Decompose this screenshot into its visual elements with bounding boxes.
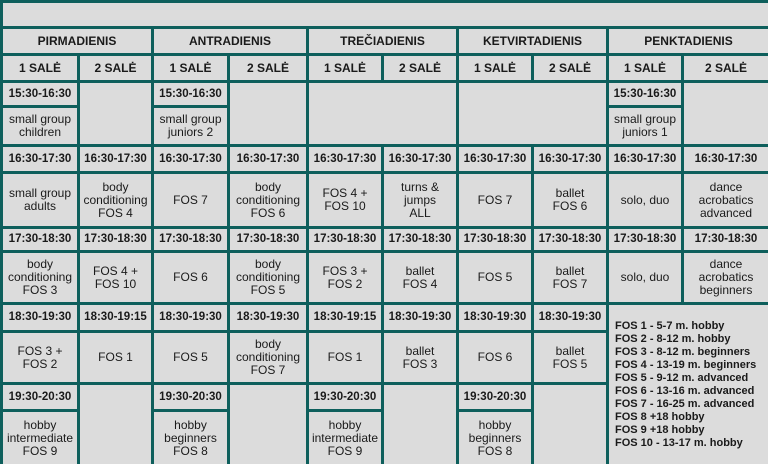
class-cell: solo, duo [609,174,681,226]
day-header: PENKTADIENIS [609,29,768,53]
time-slot: 19:30-20:30 [309,385,381,409]
hall-header: 1 SALĖ [154,56,227,80]
legend-item: FOS 10 - 13-17 m. hobby [615,436,743,449]
class-cell: FOS 7 [459,174,531,226]
time-slot: 18:30-19:30 [384,305,456,330]
class-cell: FOS 1 [80,333,151,382]
class-cell: FOS 5 [459,253,531,302]
time-slot: 17:30-18:30 [459,229,531,250]
time-slot: 17:30-18:30 [384,229,456,250]
legend-item: FOS 9 +18 hobby [615,423,705,436]
time-slot: 16:30-17:30 [309,147,381,171]
time-slot: 18:30-19:30 [3,305,77,330]
class-cell: dance acrobatics beginners [684,253,768,302]
time-slot: 15:30-16:30 [154,83,227,105]
hall-header: 1 SALĖ [609,56,681,80]
time-slot: 19:30-20:30 [3,385,77,409]
time-slot: 16:30-17:30 [230,147,306,171]
legend-item: FOS 1 - 5-7 m. hobby [615,319,725,332]
hall-header: 2 SALĖ [80,56,151,80]
time-slot: 16:30-17:30 [80,147,151,171]
class-cell: ballet FOS 5 [534,333,606,382]
time-slot: 16:30-17:30 [684,147,768,171]
class-cell: ballet FOS 6 [534,174,606,226]
time-slot: 17:30-18:30 [230,229,306,250]
empty-cell [384,385,456,464]
time-slot: 16:30-17:30 [3,147,77,171]
time-slot: 17:30-18:30 [609,229,681,250]
class-cell: small group juniors 2 [154,108,227,144]
legend-item: FOS 4 - 13-19 m. beginners [615,358,757,371]
empty-cell [80,385,151,464]
class-cell: FOS 6 [459,333,531,382]
class-cell: FOS 5 [154,333,227,382]
hall-header: 2 SALĖ [684,56,768,80]
time-slot: 17:30-18:30 [154,229,227,250]
class-cell: FOS 3 + FOS 2 [3,333,77,382]
time-slot: 16:30-17:30 [154,147,227,171]
time-slot: 17:30-18:30 [309,229,381,250]
empty-cell [684,83,768,144]
class-cell: hobby intermediate FOS 9 [3,412,77,464]
day-header: TREČIADIENIS [309,29,456,53]
legend-item: FOS 7 - 16-25 m. advanced [615,397,755,410]
class-cell: hobby beginners FOS 8 [154,412,227,464]
class-cell: body conditioning FOS 7 [230,333,306,382]
time-slot: 17:30-18:30 [80,229,151,250]
empty-cell [534,385,606,464]
empty-cell [230,385,306,464]
class-cell: body conditioning FOS 5 [230,253,306,302]
class-cell: ballet FOS 7 [534,253,606,302]
time-slot: 18:30-19:30 [154,305,227,330]
class-cell: turns & jumps ALL [384,174,456,226]
fos-legend [609,305,768,464]
time-slot: 17:30-18:30 [3,229,77,250]
class-cell: FOS 4 + FOS 10 [80,253,151,302]
time-slot: 18:30-19:30 [230,305,306,330]
class-cell: body conditioning FOS 3 [3,253,77,302]
class-cell: FOS 7 [154,174,227,226]
time-slot: 16:30-17:30 [384,147,456,171]
class-cell: small group juniors 1 [609,108,681,144]
class-cell: FOS 3 + FOS 2 [309,253,381,302]
time-slot: 18:30-19:30 [459,305,531,330]
time-slot: 18:30-19:30 [534,305,606,330]
class-cell: FOS 1 [309,333,381,382]
time-slot: 15:30-16:30 [609,83,681,105]
legend-item: FOS 6 - 13-16 m. advanced [615,384,755,397]
fos-legend-list [615,320,756,450]
day-header: PIRMADIENIS [3,29,151,53]
class-cell: FOS 6 [154,253,227,302]
hall-header: 1 SALĖ [309,56,381,80]
time-slot: 16:30-17:30 [534,147,606,171]
time-slot: 18:30-19:15 [80,305,151,330]
empty-cell [230,83,306,144]
class-cell: dance acrobatics advanced [684,174,768,226]
hall-header: 2 SALĖ [384,56,456,80]
time-slot: 17:30-18:30 [534,229,606,250]
class-cell: ballet FOS 3 [384,333,456,382]
title-bar [3,3,768,26]
class-cell: FOS 4 + FOS 10 [309,174,381,226]
time-slot: 18:30-19:15 [309,305,381,330]
class-cell: small group adults [3,174,77,226]
legend-item: FOS 2 - 8-12 m. hobby [615,332,731,345]
class-cell: body conditioning FOS 4 [80,174,151,226]
time-slot: 19:30-20:30 [154,385,227,409]
time-slot: 17:30-18:30 [684,229,768,250]
legend-item: FOS 5 - 9-12 m. advanced [615,371,749,384]
legend-item: FOS 3 - 8-12 m. beginners [615,345,751,358]
empty-cell [80,83,151,144]
class-cell: small group children [3,108,77,144]
day-header: ANTRADIENIS [154,29,306,53]
time-slot: 16:30-17:30 [609,147,681,171]
class-cell: hobby intermediate FOS 9 [309,412,381,464]
hall-header: 2 SALĖ [230,56,306,80]
hall-header: 1 SALĖ [459,56,531,80]
time-slot: 15:30-16:30 [3,83,77,105]
day-header: KETVIRTADIENIS [459,29,606,53]
time-slot: 16:30-17:30 [459,147,531,171]
hall-header: 2 SALĖ [534,56,606,80]
legend-item: FOS 8 +18 hobby [615,410,705,423]
time-slot: 19:30-20:30 [459,385,531,409]
empty-cell [309,83,456,144]
class-cell: body conditioning FOS 6 [230,174,306,226]
class-cell: ballet FOS 4 [384,253,456,302]
empty-cell [459,83,606,144]
hall-header: 1 SALĖ [3,56,77,80]
class-cell: solo, duo [609,253,681,302]
class-cell: hobby beginners FOS 8 [459,412,531,464]
